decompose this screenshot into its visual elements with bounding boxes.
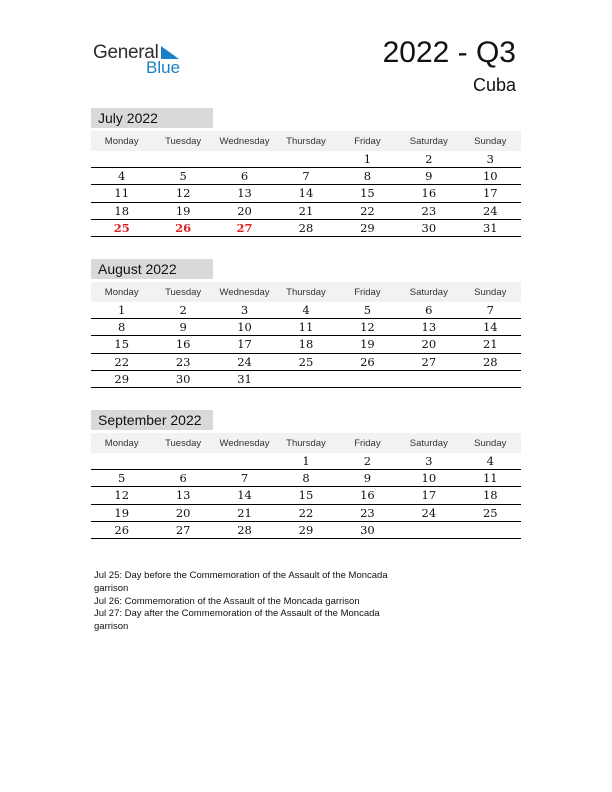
day-cell: 1 <box>275 453 336 470</box>
day-cell: 22 <box>275 504 336 521</box>
day-cell: 31 <box>214 370 275 387</box>
week-row <box>91 470 521 487</box>
day-cell: 12 <box>91 487 152 504</box>
month-calendar-table <box>91 433 521 539</box>
day-cell: 4 <box>275 302 336 319</box>
weekday-header: Sunday <box>460 131 521 151</box>
day-cell: 24 <box>214 353 275 370</box>
day-cell: 11 <box>275 319 336 336</box>
day-cell: 29 <box>91 370 152 387</box>
week-row <box>91 168 521 185</box>
empty-day-cell <box>398 521 459 538</box>
weekday-header: Saturday <box>398 433 459 453</box>
weekday-header: Monday <box>91 131 152 151</box>
week-row <box>91 353 521 370</box>
day-cell: 13 <box>214 185 275 202</box>
day-cell: 28 <box>214 521 275 538</box>
day-cell: 11 <box>91 185 152 202</box>
day-cell: 8 <box>337 168 398 185</box>
day-cell: 19 <box>152 202 213 219</box>
week-row <box>91 453 521 470</box>
day-cell: 28 <box>275 219 336 236</box>
day-cell: 4 <box>460 453 521 470</box>
week-row <box>91 151 521 168</box>
weekday-header: Wednesday <box>214 131 275 151</box>
weekday-header: Friday <box>337 282 398 302</box>
month-title: July 2022 <box>91 108 213 128</box>
day-cell: 14 <box>460 319 521 336</box>
day-cell: 25 <box>91 219 152 236</box>
holiday-note: Jul 26: Commemoration of the Assault of the Moncada garrison <box>94 595 360 607</box>
day-cell: 15 <box>275 487 336 504</box>
day-cell: 4 <box>91 168 152 185</box>
day-cell: 21 <box>460 336 521 353</box>
weekday-header: Friday <box>337 433 398 453</box>
day-cell: 21 <box>214 504 275 521</box>
day-cell: 10 <box>398 470 459 487</box>
day-cell: 30 <box>337 521 398 538</box>
day-cell: 17 <box>214 336 275 353</box>
day-cell: 6 <box>398 302 459 319</box>
day-cell: 14 <box>214 487 275 504</box>
weekday-header: Wednesday <box>214 282 275 302</box>
day-cell: 30 <box>398 219 459 236</box>
weekday-header: Sunday <box>460 282 521 302</box>
day-cell: 7 <box>460 302 521 319</box>
day-cell: 23 <box>337 504 398 521</box>
day-cell: 16 <box>398 185 459 202</box>
day-cell: 21 <box>275 202 336 219</box>
weekday-header: Tuesday <box>152 433 213 453</box>
day-cell: 28 <box>460 353 521 370</box>
week-row <box>91 370 521 387</box>
country-name: Cuba <box>472 75 516 95</box>
day-cell: 11 <box>460 470 521 487</box>
day-cell: 27 <box>214 219 275 236</box>
weekday-header: Thursday <box>275 282 336 302</box>
day-cell: 20 <box>214 202 275 219</box>
day-cell: 2 <box>337 453 398 470</box>
empty-day-cell <box>214 151 275 168</box>
day-cell: 8 <box>275 470 336 487</box>
day-cell: 7 <box>214 470 275 487</box>
day-cell: 17 <box>398 487 459 504</box>
empty-day-cell <box>91 453 152 470</box>
day-cell: 14 <box>275 185 336 202</box>
day-cell: 9 <box>398 168 459 185</box>
weekday-header: Friday <box>337 131 398 151</box>
month-block-august <box>91 259 521 388</box>
day-cell: 22 <box>337 202 398 219</box>
logo-text-general: General <box>93 42 159 63</box>
week-row <box>91 336 521 353</box>
day-cell: 7 <box>275 168 336 185</box>
empty-day-cell <box>152 151 213 168</box>
generalblue-logo <box>93 42 193 82</box>
day-cell: 19 <box>337 336 398 353</box>
day-cell: 15 <box>91 336 152 353</box>
day-cell: 3 <box>460 151 521 168</box>
day-cell: 12 <box>152 185 213 202</box>
day-cell: 18 <box>91 202 152 219</box>
day-cell: 3 <box>398 453 459 470</box>
day-cell: 9 <box>152 319 213 336</box>
weekday-header: Saturday <box>398 282 459 302</box>
day-cell: 6 <box>152 470 213 487</box>
month-calendar-table <box>91 282 521 388</box>
day-cell: 15 <box>337 185 398 202</box>
month-block-july <box>91 108 521 237</box>
empty-day-cell <box>214 453 275 470</box>
day-cell: 17 <box>460 185 521 202</box>
day-cell: 23 <box>152 353 213 370</box>
day-cell: 12 <box>337 319 398 336</box>
week-row <box>91 487 521 504</box>
day-cell: 5 <box>152 168 213 185</box>
day-cell: 22 <box>91 353 152 370</box>
logo-text-blue: Blue <box>146 58 181 77</box>
week-row <box>91 185 521 202</box>
empty-day-cell <box>337 370 398 387</box>
day-cell: 29 <box>275 521 336 538</box>
empty-day-cell <box>398 370 459 387</box>
day-cell: 1 <box>337 151 398 168</box>
weekday-header: Sunday <box>460 433 521 453</box>
week-row <box>91 521 521 538</box>
day-cell: 16 <box>152 336 213 353</box>
month-calendar-table <box>91 131 521 237</box>
weekday-header: Thursday <box>275 131 336 151</box>
month-block-september <box>91 410 521 539</box>
day-cell: 1 <box>91 302 152 319</box>
weekday-header: Wednesday <box>214 433 275 453</box>
empty-day-cell <box>460 370 521 387</box>
weekday-header: Tuesday <box>152 131 213 151</box>
day-cell: 26 <box>152 219 213 236</box>
day-cell: 13 <box>398 319 459 336</box>
day-cell: 19 <box>91 504 152 521</box>
week-row <box>91 202 521 219</box>
weekday-header: Monday <box>91 433 152 453</box>
week-row <box>91 219 521 236</box>
day-cell: 30 <box>152 370 213 387</box>
month-title: September 2022 <box>91 410 213 430</box>
holiday-note: Jul 25: Day before the Commemoration of the Assault of the Moncada garrison <box>94 570 388 594</box>
week-row <box>91 302 521 319</box>
day-cell: 18 <box>460 487 521 504</box>
holiday-note: Jul 27: Day after the Commemoration of the Assault of the Moncada garrison <box>94 608 380 633</box>
day-cell: 18 <box>275 336 336 353</box>
day-cell: 2 <box>152 302 213 319</box>
day-cell: 9 <box>337 470 398 487</box>
day-cell: 10 <box>460 168 521 185</box>
day-cell: 24 <box>460 202 521 219</box>
empty-day-cell <box>460 521 521 538</box>
day-cell: 16 <box>337 487 398 504</box>
empty-day-cell <box>91 151 152 168</box>
day-cell: 8 <box>91 319 152 336</box>
weekday-header: Tuesday <box>152 282 213 302</box>
month-title: August 2022 <box>91 259 213 279</box>
day-cell: 24 <box>398 504 459 521</box>
day-cell: 25 <box>460 504 521 521</box>
week-row <box>91 319 521 336</box>
day-cell: 27 <box>398 353 459 370</box>
day-cell: 23 <box>398 202 459 219</box>
day-cell: 26 <box>91 521 152 538</box>
day-cell: 25 <box>275 353 336 370</box>
day-cell: 2 <box>398 151 459 168</box>
weekday-header: Thursday <box>275 433 336 453</box>
day-cell: 27 <box>152 521 213 538</box>
empty-day-cell <box>152 453 213 470</box>
day-cell: 26 <box>337 353 398 370</box>
weekday-header: Saturday <box>398 131 459 151</box>
day-cell: 10 <box>214 319 275 336</box>
day-cell: 6 <box>214 168 275 185</box>
page-title: 2022 - Q3 <box>382 36 516 69</box>
weekday-header: Monday <box>91 282 152 302</box>
day-cell: 5 <box>337 302 398 319</box>
day-cell: 3 <box>214 302 275 319</box>
day-cell: 29 <box>337 219 398 236</box>
day-cell: 13 <box>152 487 213 504</box>
empty-day-cell <box>275 370 336 387</box>
day-cell: 20 <box>398 336 459 353</box>
day-cell: 5 <box>91 470 152 487</box>
empty-day-cell <box>275 151 336 168</box>
day-cell: 31 <box>460 219 521 236</box>
week-row <box>91 504 521 521</box>
day-cell: 20 <box>152 504 213 521</box>
holiday-notes <box>94 570 394 634</box>
